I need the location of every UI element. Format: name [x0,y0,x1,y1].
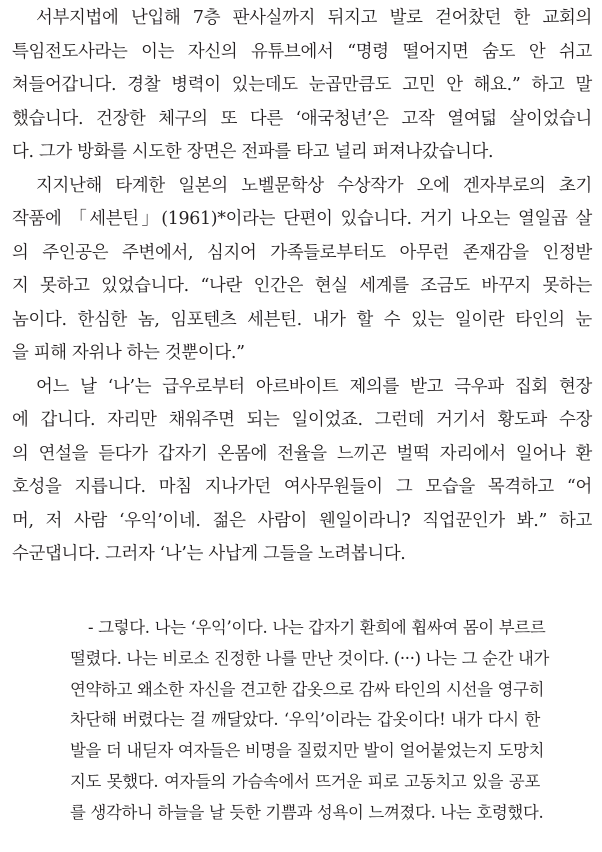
quote-line: 떨렸다. 나는 비로소 진정한 나를 만난 것이다. (···) 나는 그 순간 내가 [70,648,550,668]
text-line: 놈이다. 한심한 놈, 임포텐츠 세븐틴. 내가 할 수 있는 일이란 타인의 눈 [12,309,592,330]
paragraph-2 [12,170,592,371]
paragraph-3 [12,371,592,572]
text-line: 을 피해 자위나 하는 것뿐이다.” [12,343,245,363]
text-line: 서부지법에 난입해 7층 판사실까지 뒤지고 발로 걷어찼던 한 교회의 [36,8,592,28]
quote-line: 지도 못했다. 여자들의 가슴속에서 뜨거운 피로 고동치고 있을 공포 [70,771,540,791]
quote-line: 를 생각하니 하늘을 날 듯한 기쁨과 성욕이 느껴졌다. 나는 호령했다. [70,802,544,822]
text-line: 어느 날 ‘나’는 급우로부터 아르바이트 제의를 받고 극우파 집회 현장 [36,376,592,397]
quote-line: 연약하고 왜소한 자신을 견고한 갑옷으로 감싸 타인의 시선을 영구히 [70,679,545,699]
text-line: 의 주인공은 주변에서, 심지어 가족들로부터도 아무런 존재감을 인정받 [12,242,592,263]
text-line: 에 갑니다. 자리만 채워주면 되는 일이었죠. 그런데 거기서 황도파 수장 [12,410,592,430]
block-quote [70,613,550,829]
text-line: 쳐들어갑니다. 경찰 병력이 있는데도 눈곱만큼도 고민 안 해요.” 하고 말 [12,75,592,95]
text-line: 머, 저 사람 ‘우익’이네. 젊은 사람이 웬일이라니? 직업꾼인가 봐.” 하고 [12,510,592,531]
quote-line: - 그렇다. 나는 ‘우익’이다. 나는 갑자기 환희에 휩싸여 몸이 부르르 [88,618,546,637]
text-line: 의 연설을 듣다가 갑자기 온몸에 전율을 느끼곤 벌떡 자리에서 일어나 환 [12,443,592,464]
text-line: 특임전도사라는 이는 자신의 유튜브에서 “명령 떨어지면 숨도 안 쉬고 [12,41,592,62]
text-line: 지지난해 타계한 일본의 노벨문학상 수상작가 오에 겐자부로의 초기 [36,175,592,196]
text-line: 했습니다. 건장한 체구의 또 다른 ‘애국청년’은 고작 열여덟 살이었습니 [12,108,592,129]
quote-line: 발을 더 내딛자 여자들은 비명을 질렀지만 발이 얼어붙었는지 도망치 [70,741,545,761]
article-body [12,2,592,572]
paragraph-1 [12,2,592,170]
text-line: 지 못하고 있었습니다. “나란 인간은 현실 세계를 조금도 바꾸지 못하는 [12,276,592,296]
text-line: 호성을 지릅니다. 마침 지나가던 여사무원들이 그 모습을 목격하고 “어 [12,477,592,497]
text-line: 다. 그가 방화를 시도한 장면은 전파를 타고 널리 퍼져나갔습니다. [12,142,494,162]
text-line: 작품에 「세븐틴」(1961)*이라는 단편이 있습니다. 거기 나오는 열일곱 살 [12,209,592,229]
text-line: 수군댑니다. 그러자 ‘나’는 사납게 그들을 노려봅니다. [12,544,406,564]
quote-line: 차단해 버렸다는 걸 깨달았다. ‘우익’이라는 갑옷이다! 내가 다시 한 [70,710,540,730]
